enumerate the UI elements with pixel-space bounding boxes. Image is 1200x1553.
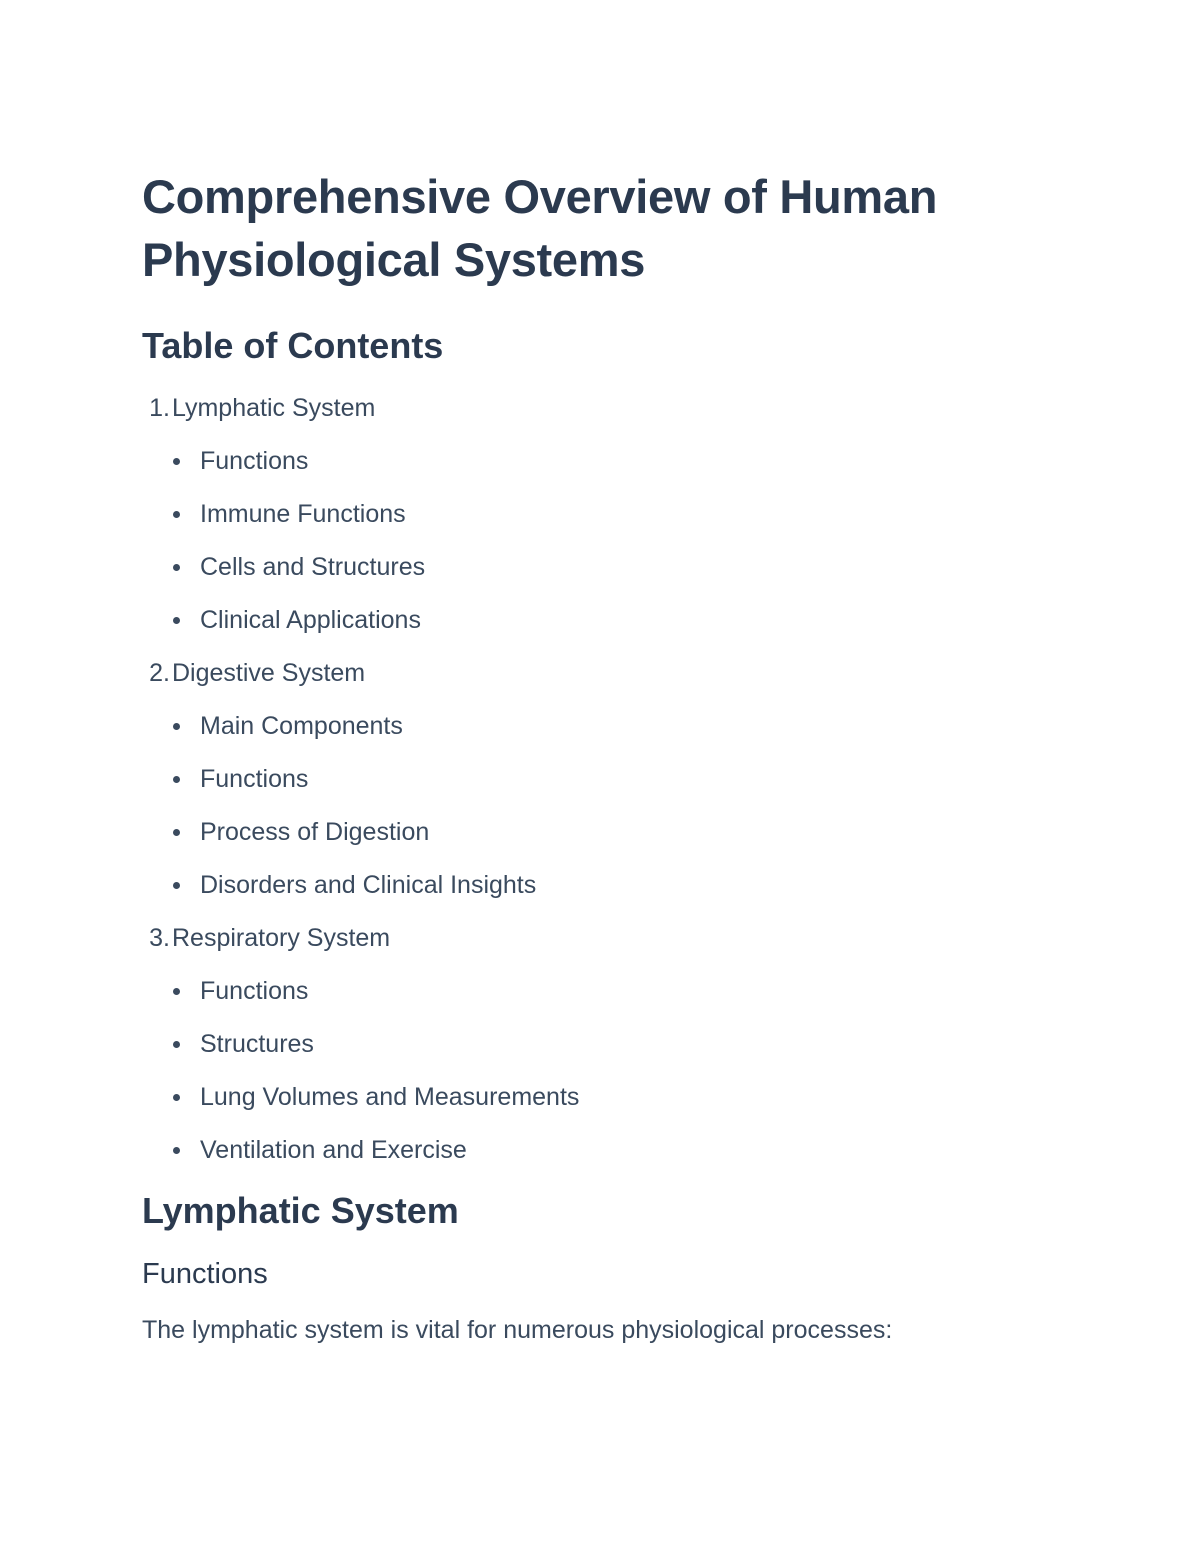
toc-subsection-label: Cells and Structures — [200, 553, 426, 581]
body-paragraph: The lymphatic system is vital for numerous physiological processes: — [142, 1316, 893, 1344]
document-title-line-2: Physiological Systems — [142, 233, 646, 286]
toc-subsection-label: Functions — [200, 447, 309, 475]
toc-section-lymphatic — [142, 393, 1042, 635]
subsection-heading: Functions — [142, 1258, 268, 1290]
toc-section-label: Lymphatic System — [172, 394, 376, 422]
document-title-line-1: Comprehensive Overview of Human — [142, 170, 938, 223]
toc-subsection-list — [142, 446, 1042, 635]
toc-subsection-item[interactable] — [142, 764, 1042, 794]
toc-subsection-label: Structures — [200, 1030, 314, 1058]
toc-subsection-label: Functions — [200, 977, 309, 1005]
toc-subsection-label: Ventilation and Exercise — [200, 1136, 467, 1164]
toc-subsection-label: Main Components — [200, 712, 403, 740]
toc-subsection-list — [142, 711, 1042, 900]
toc-section-link[interactable] — [142, 393, 1042, 423]
bullet-icon — [173, 1041, 180, 1048]
toc-section-number: 1. — [149, 394, 170, 422]
bullet-icon — [173, 988, 180, 995]
toc-subsection-item[interactable] — [142, 499, 1042, 529]
toc-subsection-item[interactable] — [142, 711, 1042, 741]
toc-section-label: Digestive System — [172, 659, 366, 687]
toc-subsection-item[interactable] — [142, 1135, 1042, 1165]
toc-section-label: Respiratory System — [172, 924, 391, 952]
toc-subsection-list — [142, 976, 1042, 1165]
bullet-icon — [173, 511, 180, 518]
bullet-icon — [173, 564, 180, 571]
section-heading: Lymphatic System — [142, 1190, 459, 1231]
bullet-icon — [173, 458, 180, 465]
bullet-icon — [173, 1147, 180, 1154]
toc-subsection-item[interactable] — [142, 1029, 1042, 1059]
bullet-icon — [173, 882, 180, 889]
toc-subsection-item[interactable] — [142, 552, 1042, 582]
toc-subsection-label: Disorders and Clinical Insights — [200, 871, 537, 899]
toc-subsection-item[interactable] — [142, 817, 1042, 847]
toc-section-number: 2. — [149, 659, 170, 687]
toc-section-number: 3. — [149, 924, 170, 952]
toc-subsection-label: Clinical Applications — [200, 606, 421, 634]
toc-section-link[interactable] — [142, 658, 1042, 688]
toc-subsection-item[interactable] — [142, 446, 1042, 476]
toc-subsection-label: Immune Functions — [200, 500, 406, 528]
bullet-icon — [173, 617, 180, 624]
toc-heading: Table of Contents — [142, 325, 444, 366]
toc-subsection-label: Functions — [200, 765, 309, 793]
bullet-icon — [173, 1094, 180, 1101]
document-page — [142, 165, 1042, 1348]
toc-section-respiratory — [142, 923, 1042, 1165]
bullet-icon — [173, 776, 180, 783]
toc-subsection-label: Lung Volumes and Measurements — [200, 1083, 580, 1111]
document-title — [142, 165, 1042, 291]
toc-subsection-item[interactable] — [142, 1082, 1042, 1112]
toc-subsection-label: Process of Digestion — [200, 818, 430, 846]
table-of-contents — [142, 393, 1042, 1165]
toc-section-digestive — [142, 658, 1042, 900]
bullet-icon — [173, 723, 180, 730]
toc-section-link[interactable] — [142, 923, 1042, 953]
bullet-icon — [173, 829, 180, 836]
toc-subsection-item[interactable] — [142, 870, 1042, 900]
toc-subsection-item[interactable] — [142, 976, 1042, 1006]
toc-subsection-item[interactable] — [142, 605, 1042, 635]
